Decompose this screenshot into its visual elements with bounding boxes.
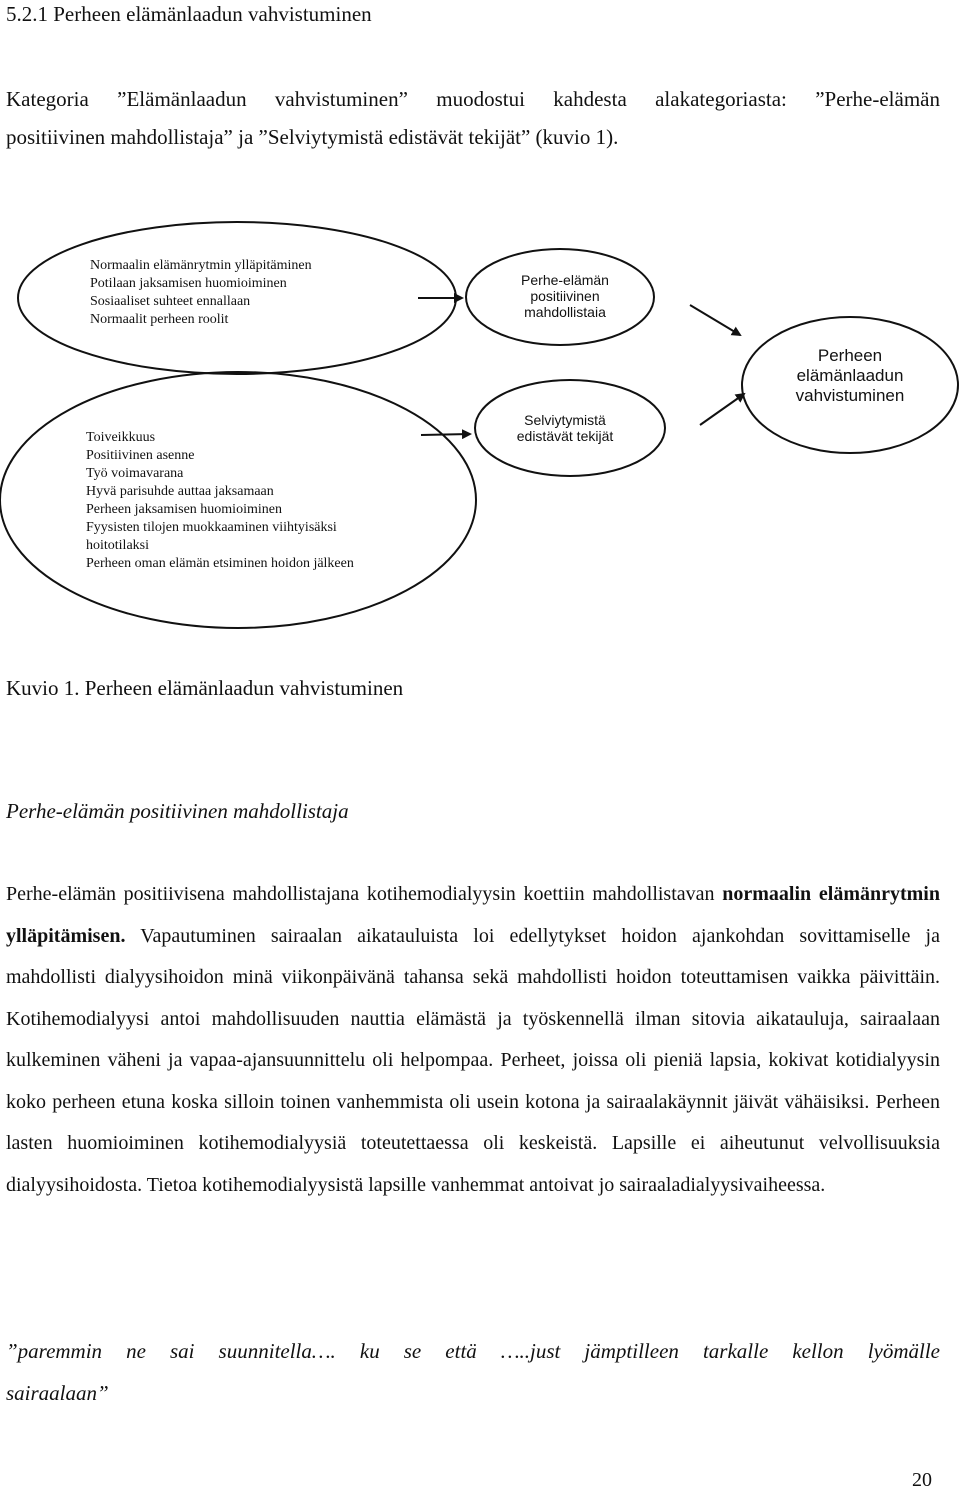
figure-caption: Kuvio 1. Perheen elämänlaadun vahvistuminen — [6, 676, 404, 700]
node-line: Potilaan jaksamisen huomioiminen — [90, 276, 287, 291]
arrow-subcat2-to-main — [700, 394, 744, 425]
node-line: Toiveikkuus — [86, 430, 156, 445]
node-line: Perhe-elämän — [521, 272, 609, 288]
node-line: mahdollistaia — [524, 304, 606, 320]
quote-line-2: sairaalaan” — [6, 1381, 109, 1405]
node-line: Perheen — [817, 346, 883, 365]
body-bold-phrase: normaalin elämänrytmin ylläpitämisen. — [6, 883, 940, 947]
section-heading: 5.2.1 Perheen elämänlaadun vahvistuminen — [6, 2, 372, 26]
node-line: Selviytymistä — [524, 412, 606, 428]
page-number: 20 — [912, 1469, 932, 1491]
node-line: Työ voimavarana — [86, 466, 184, 481]
node-subcategory-2 — [490, 412, 640, 444]
quote-line-1: ”paremmin ne sai suunnitella…. ku se että …..just jämptilleen tarkalle kellon lyömälle — [6, 1339, 940, 1363]
node-line: positiivinen — [530, 288, 600, 304]
node-line: Normaalin elämänrytmin ylläpitäminen — [90, 258, 312, 273]
node-line: vahvistuminen — [795, 386, 905, 405]
node-line: Positiivinen asenne — [86, 448, 195, 463]
node-bottom-factors — [86, 429, 354, 573]
intro-line-2: positiivinen mahdollistaja” ja ”Selviytymistä edistävät tekijät” (kuvio 1). — [6, 125, 619, 149]
node-line: Hyvä parisuhde auttaa jaksamaan — [86, 484, 274, 499]
subsection-heading: Perhe-elämän positiivinen mahdollistaja — [6, 799, 349, 823]
node-main-category — [755, 346, 945, 406]
node-line: Fyysisten tilojen muokkaaminen viihtyisäksi — [86, 520, 337, 535]
node-line: hoitotilaksi — [86, 538, 149, 553]
node-line: edistävät tekijät — [516, 428, 614, 444]
node-line: Sosiaaliset suhteet ennallaan — [90, 294, 251, 309]
intro-line-1: Kategoria ”Elämänlaadun vahvistuminen” muodostui kahdesta alakategoriasta: ”Perhe-elämän — [6, 87, 940, 111]
node-line: Normaalit perheen roolit — [90, 312, 229, 327]
quote-paragraph — [6, 1330, 940, 1414]
node-line: Perheen oman elämän etsiminen hoidon jälkeen — [86, 556, 354, 571]
node-top-factors — [90, 257, 312, 329]
body-rest: Vapautuminen sairaalan aikatauluista loi edellytykset hoidon ajankohdan sovittamiselle ja mahdollisti dialyysihoidon minä viikonpäivänä tahansa sekä mahdollisti hoidon toteuttamisen vaikka päivittäin. Kotihemodialyysi antoi mahdollisuuden nauttia elämästä ja työskennellä ilman sitovia aikatauluja, sairaalaan kulkeminen väheni ja vapaa-ajansuunnittelu oli helpompaa. Perheet, joissa oli pieniä lapsia, kokivat kotidialyysin koko perheen etuna koska silloin toinen vanhemmista oli usein kotona ja sairaalakäynnit jäivät vähäisiksi. Perheen lasten huomioiminen kotihemodialyysiä toteutettaessa oli keskeistä. Lapsille ei aiheutunut velvollisuuksia dialyysihoidosta. Tietoa kotihemodialyysistä lapsille vanhemmat antoivat jo sairaaladialyysivaiheessa. — [6, 924, 940, 1196]
body-lead: Perhe-elämän positiivisena mahdollistajana kotihemodialyysin koettiin mahdollistavan — [6, 883, 715, 905]
node-line: Perheen jaksamisen huomioiminen — [86, 502, 282, 517]
arrow-subcat1-to-main — [690, 305, 740, 335]
node-line: elämänlaadun — [796, 366, 904, 385]
body-paragraph — [6, 874, 940, 1206]
arrow-bottom-to-subcat2 — [421, 434, 470, 435]
node-subcategory-1 — [490, 272, 640, 320]
